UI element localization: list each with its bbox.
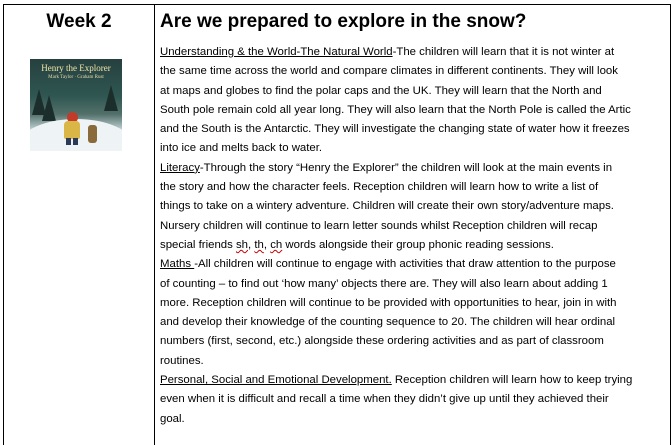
text-segment: special friends xyxy=(160,238,236,251)
text-line xyxy=(160,197,666,216)
text-line xyxy=(160,236,666,255)
text-line xyxy=(160,371,666,390)
book-authors: Mark Taylor · Graham Rust xyxy=(48,75,104,80)
text-line xyxy=(160,255,666,274)
text-line xyxy=(160,217,666,236)
text-line xyxy=(160,352,666,371)
text-segment: at maps and globes to find the polar caps and the UK. They will learn that the North and xyxy=(160,84,602,97)
text-segment: even when it is difficult and recall a time when they didn’t give up until they achieved their xyxy=(160,393,609,406)
text-segment: Nursery children will continue to learn letter sounds whilst Reception children will recap xyxy=(160,219,598,232)
plan-table xyxy=(3,4,671,445)
section-heading: Understanding & the World-The Natural World xyxy=(160,46,393,58)
text-line xyxy=(160,294,666,313)
text-segment: , xyxy=(263,238,271,251)
text-segment: , xyxy=(248,238,255,251)
spellcheck-word: ch xyxy=(270,238,283,251)
text-line xyxy=(160,275,666,294)
text-segment: more. Reception children will continue to be provided with opportunities to hear, join in with xyxy=(160,296,617,309)
text-segment: into ice and melts back to water. xyxy=(160,142,323,155)
content-cell xyxy=(160,5,666,429)
body-text xyxy=(160,43,666,429)
text-segment: -Through the story “Henry the Explorer” the children will look at the main events in xyxy=(199,161,613,174)
text-segment: things to take on a wintery adventure. Children will create their own story/adventure maps. xyxy=(160,200,614,213)
week-cell xyxy=(4,5,154,34)
section-heading: Personal, Social and Emotional Development. xyxy=(160,374,392,387)
page-title: Are we prepared to explore in the snow? xyxy=(160,11,527,32)
week-label: Week 2 xyxy=(46,11,112,32)
text-segment: routines. xyxy=(160,354,204,367)
section-heading: Maths xyxy=(160,258,195,271)
spellcheck-word: sh xyxy=(235,238,249,251)
text-line xyxy=(160,410,666,429)
text-segment: -The children will learn that it is not winter at xyxy=(392,46,615,58)
text-segment: of counting – to find out ‘how many’ objects there are. They will also learn about adding 1 xyxy=(160,277,608,290)
text-line xyxy=(160,159,666,178)
text-line xyxy=(160,43,666,62)
text-line xyxy=(160,178,666,197)
text-line xyxy=(160,332,666,351)
character-leg xyxy=(66,138,71,145)
text-segment: South pole remain cold all year long. They will also learn that the North Pole is called the Artic xyxy=(160,103,631,116)
text-segment: the story and how the character feels. Reception children will learn how to write a list of xyxy=(160,181,599,194)
text-segment: the same time across the world and compare climates in different continents. They will look xyxy=(160,65,618,78)
book-cover-image xyxy=(30,59,122,151)
text-line xyxy=(160,390,666,409)
column-divider xyxy=(154,5,155,445)
tree-shape xyxy=(104,85,118,111)
text-segment: and the South is the Antarctic. They will investigate the changing state of water how it freezes xyxy=(160,123,630,136)
text-line xyxy=(160,101,666,120)
book-title: Henry the Explorer xyxy=(41,63,111,73)
text-line xyxy=(160,139,666,158)
spellcheck-word: th xyxy=(254,238,264,251)
text-segment: and develop their knowledge of the counting sequence to 20. The children will hear ordinal xyxy=(160,316,616,329)
tree-shape xyxy=(42,95,56,121)
text-line xyxy=(160,120,666,139)
text-line xyxy=(160,62,666,81)
text-segment: -All children will continue to engage with activities that draw attention to the purpose xyxy=(194,258,616,271)
character-leg xyxy=(73,138,78,145)
text-segment: numbers (first, second, etc.) alongside these ordering activities and as part of classroom xyxy=(160,335,604,348)
text-segment: words alongside their group phonic reading sessions. xyxy=(282,238,554,251)
text-line xyxy=(160,82,666,101)
text-line xyxy=(160,313,666,332)
text-segment: goal. xyxy=(160,412,185,425)
section-heading: Literacy xyxy=(160,161,200,174)
text-segment: Reception children will learn how to keep trying xyxy=(391,374,633,387)
character-sled xyxy=(88,125,97,143)
character-coat xyxy=(64,121,80,139)
